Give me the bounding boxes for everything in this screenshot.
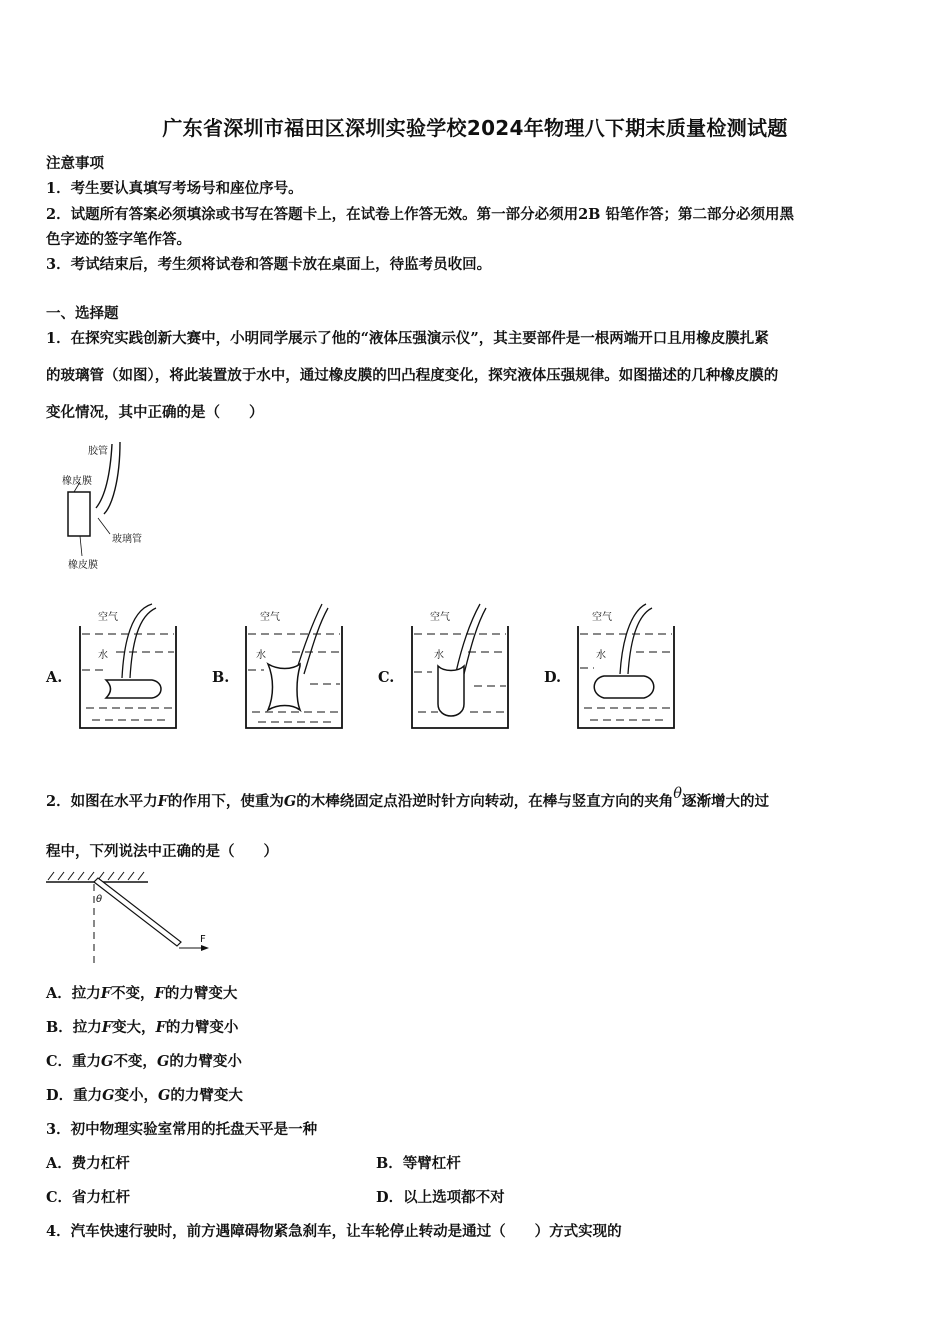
notice-heading: 注意事项 [46, 155, 104, 172]
beaker-d-figure[interactable] [574, 600, 678, 732]
option-d-label[interactable]: D. [544, 669, 562, 686]
question-1-text: 变化情况，其中正确的是（ ） [46, 404, 264, 421]
label-membrane-bottom: 橡皮膜 [68, 560, 98, 571]
section-heading: 一、选择题 [46, 305, 119, 322]
pressure-device-figure [60, 440, 180, 575]
label-membrane-top: 橡皮膜 [62, 476, 92, 487]
lever-figure [44, 868, 214, 968]
svg-text:水: 水 [596, 650, 606, 661]
svg-text:空气: 空气 [260, 612, 280, 623]
beaker-c-figure[interactable] [408, 600, 512, 732]
question-1-text: 的玻璃管（如图），将此装置放于水中，通过橡皮膜的凹凸程度变化，探究液体压强规律。如图描述的几种橡皮膜的 [46, 367, 779, 384]
option-a-label[interactable]: A. [46, 669, 63, 686]
notice-item: 2．试题所有答案必须填涂或书写在答题卡上，在试卷上作答无效。第一部分必须用2B 铅笔作答；第二部分必须用黑 [46, 206, 794, 223]
question-3-text: 3．初中物理实验室常用的托盘天平是一种 [46, 1121, 318, 1138]
q3-option-c[interactable]: C．省力杠杆 [46, 1189, 131, 1206]
notice-item: 1．考生要认真填写考场号和座位序号。 [46, 180, 303, 197]
svg-text:空气: 空气 [592, 612, 612, 623]
question-4-text: 4．汽车快速行驶时，前方遇障碍物紧急刹车，让车轮停止转动是通过（ ）方式实现的 [46, 1223, 622, 1240]
svg-text:水: 水 [98, 650, 108, 661]
question-1-text: 1．在探究实践创新大赛中，小明同学展示了他的“液体压强演示仪”，其主要部件是一根两端开口且用橡皮膜扎紧 [46, 330, 769, 347]
q3-option-d[interactable]: D．以上选项都不对 [376, 1189, 505, 1206]
svg-text:水: 水 [434, 650, 444, 661]
q3-option-a[interactable]: A．费力杠杆 [46, 1155, 130, 1172]
q2-option-b[interactable]: B．拉力F变大，F的力臂变小 [46, 1019, 239, 1036]
option-b-label[interactable]: B. [212, 669, 230, 686]
question-2-text: 程中，下列说法中正确的是（ ） [46, 843, 278, 860]
svg-text:空气: 空气 [430, 612, 450, 623]
q2-option-a[interactable]: A．拉力F不变，F的力臂变大 [46, 985, 238, 1002]
question-2-text: 2．如图在水平力F的作用下，使重为G的木棒绕固定点沿逆时针方向转动，在棒与竖直方向的夹角θ逐渐增大的过 [46, 786, 770, 810]
q3-option-b[interactable]: B．等臂杠杆 [376, 1155, 461, 1172]
beaker-b-figure[interactable] [242, 600, 346, 732]
theta-label: θ [96, 894, 103, 905]
svg-text:空气: 空气 [98, 612, 118, 623]
label-glass-tube: 玻璃管 [112, 534, 142, 545]
option-c-label[interactable]: C. [378, 669, 395, 686]
q2-option-d[interactable]: D．重力G变小，G的力臂变大 [46, 1087, 243, 1104]
beaker-a-figure[interactable] [76, 600, 180, 732]
q2-option-c[interactable]: C．重力G不变，G的力臂变小 [46, 1053, 242, 1070]
page-title: 广东省深圳市福田区深圳实验学校2024年物理八下期末质量检测试题 [162, 116, 788, 140]
notice-item: 色字迹的签字笔作答。 [46, 231, 191, 248]
label-tube: 胶管 [88, 446, 108, 457]
notice-item: 3．考试结束后，考生须将试卷和答题卡放在桌面上，待监考员收回。 [46, 256, 492, 273]
force-label: F [200, 934, 206, 945]
svg-text:水: 水 [256, 650, 266, 661]
